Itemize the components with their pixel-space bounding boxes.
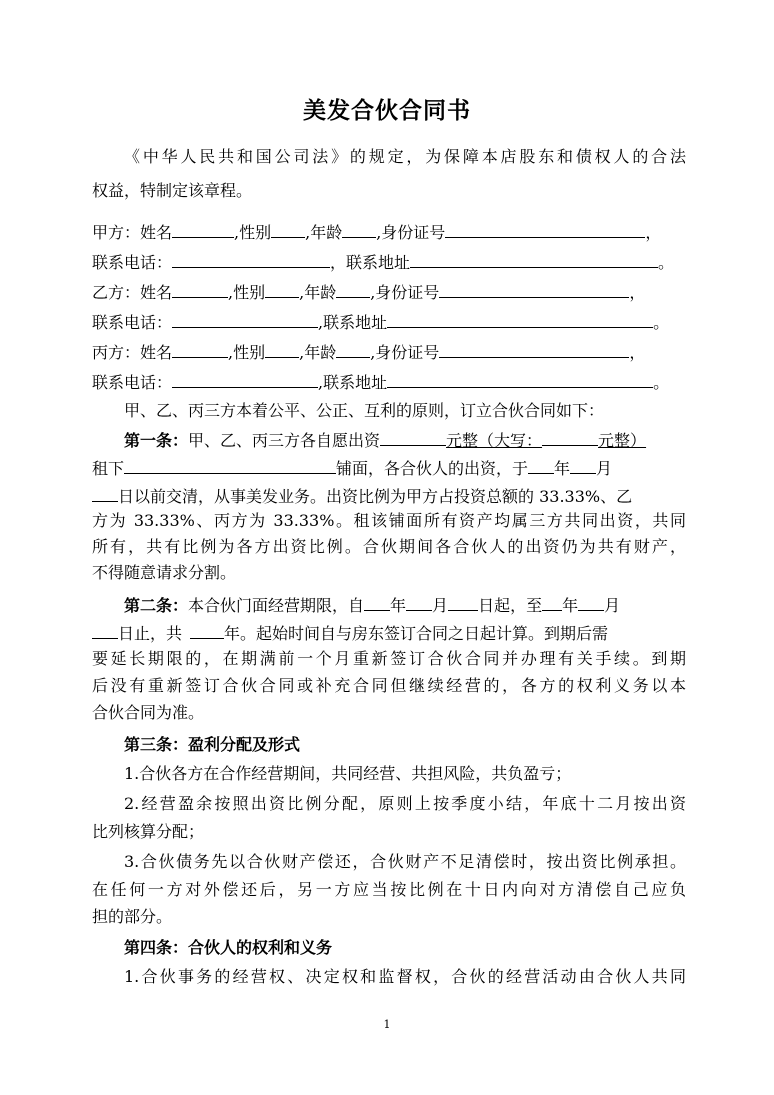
party-b-info: [92, 280, 692, 304]
article-2-line-1: [124, 593, 724, 617]
text: 甲、乙、丙三方各自愿出资: [188, 431, 381, 450]
gender-label: ,性别: [228, 343, 266, 362]
article-1-line-4: 方为 33.33%、丙方为 33.33%。租该铺面所有资产均属三方共同出资，共同: [92, 511, 686, 530]
party-c-contact: [92, 370, 692, 394]
text: 月: [596, 459, 613, 478]
age-blank: [342, 220, 376, 238]
party-a-contact: [92, 250, 692, 274]
preamble: 甲、乙、丙三方本着公平、公正、互利的原则，订立合伙合同如下：: [124, 401, 605, 420]
end-month-blank: [578, 593, 604, 611]
party-c-role: 丙方：: [92, 343, 141, 362]
id-label: ,身份证号: [370, 343, 440, 362]
document-title: 美发合伙合同书: [303, 98, 471, 124]
year-blank: [528, 456, 554, 474]
address-blank: [410, 250, 658, 268]
article-3-item-3-line-2: 在任何一方对外偿还后，另一方应当按比例在十日内向对方清偿自己应负: [92, 880, 686, 899]
amount-uppercase-blank: [542, 428, 598, 446]
month-blank: [570, 456, 596, 474]
age-label: ,年龄: [299, 343, 337, 362]
amount-blank: [380, 428, 446, 446]
gender-blank: [271, 220, 305, 238]
party-a-role: 甲方：: [92, 223, 141, 242]
article-4-item-1: 1.合伙事务的经营权、决定权和监督权，合伙的经营活动由合伙人共同: [124, 967, 686, 986]
article-1-line-2: [92, 456, 692, 480]
start-month-blank: [406, 593, 432, 611]
article-2-line-2: [92, 621, 692, 645]
text: 年: [562, 596, 579, 615]
text: 月: [432, 596, 449, 615]
text: 铺面，各合伙人的出资，于: [336, 459, 529, 478]
party-c-info: [92, 340, 692, 364]
id-blank: [439, 340, 629, 358]
phone-blank: [172, 310, 318, 328]
line-end: 。: [653, 313, 670, 332]
term-years-blank: [190, 621, 224, 639]
article-3-item-1: 1.合伙各方在合作经营期间，共同经营、共担风险，共负盈亏；: [124, 764, 572, 783]
article-3-item-3-line-1: 3.合伙债务先以合伙财产偿还，合伙财产不足清偿时，按出资比例承担。: [124, 852, 686, 871]
line-end: ，: [629, 343, 646, 362]
address-label: ,联系地址: [318, 373, 388, 392]
line-end: 。: [653, 373, 670, 392]
party-a-info: [92, 220, 692, 244]
intro-line-2: 权益，特制定该章程。: [92, 181, 253, 200]
article-3-item-2-line-2: 比列核算分配；: [92, 822, 205, 841]
address-blank: [387, 310, 653, 328]
phone-label: 联系电话：: [92, 253, 173, 272]
day-blank: [92, 484, 118, 502]
text: 月: [604, 596, 621, 615]
address-label: ，联系地址: [330, 253, 411, 272]
intro-line-1: 《中华人民共和国公司法》的规定，为保障本店股东和债权人的合法: [124, 147, 686, 166]
article-3-heading: 第三条：盈利分配及形式: [124, 735, 301, 754]
line-end: ，: [645, 223, 662, 242]
age-label: ,年龄: [299, 283, 337, 302]
article-1-heading: 第一条：: [124, 431, 189, 450]
text: 日以前交清，从事美发业务。出资比例为甲方占投资总额的 33.33%、乙: [118, 487, 633, 506]
id-blank: [439, 280, 629, 298]
text: 元整）: [598, 431, 647, 450]
name-blank: [172, 340, 228, 358]
party-b-role: 乙方：: [92, 283, 141, 302]
age-blank: [336, 340, 370, 358]
text: 年: [554, 459, 571, 478]
end-year-blank: [542, 593, 562, 611]
gender-label: ,性别: [234, 223, 272, 242]
article-4-heading: 第四条：合伙人的权利和义务: [124, 938, 333, 957]
start-day-blank: [448, 593, 478, 611]
article-3-item-2-line-1: 2.经营盈余按照出资比例分配，原则上按季度小结，年底十二月按出资: [124, 794, 686, 813]
age-label: ,年龄: [305, 223, 343, 242]
id-label: ,身份证号: [376, 223, 446, 242]
phone-label: 联系电话：: [92, 373, 173, 392]
article-2-line-4: 后没有重新签订合伙合同或补充合同但继续经营的，各方的权利义务以本: [92, 676, 686, 695]
id-blank: [445, 220, 645, 238]
name-blank: [172, 220, 234, 238]
page-number: 1: [383, 1018, 391, 1031]
article-2-line-3: 要延长期限的，在期满前一个月重新签订合伙合同并办理有关手续。到期: [92, 649, 686, 668]
text: 租下: [92, 459, 125, 478]
address-blank: [387, 370, 653, 388]
id-label: ,身份证号: [370, 283, 440, 302]
article-2-line-5: 合伙合同为准。: [92, 703, 205, 722]
article-1-line-5: 所有，共有比例为各方出资比例。合伙期间各合伙人的出资仍为共有财产，: [92, 537, 686, 556]
name-label: 姓名: [140, 223, 173, 242]
line-end: 。: [658, 253, 675, 272]
name-blank: [172, 280, 228, 298]
phone-blank: [172, 370, 318, 388]
article-3-item-3-line-3: 担的部分。: [92, 907, 173, 926]
article-1-line-3: [92, 484, 692, 508]
name-label: 姓名: [140, 283, 173, 302]
text: 日起，至: [478, 596, 543, 615]
name-label: 姓名: [140, 343, 173, 362]
gender-blank: [265, 340, 299, 358]
gender-blank: [265, 280, 299, 298]
text: 年。起始时间自与房东签订合同之日起计算。到期后需: [224, 624, 609, 643]
line-end: ，: [629, 283, 646, 302]
text: 本合伙门面经营期限，自: [188, 596, 365, 615]
article-1-line-6: 不得随意请求分割。: [92, 563, 237, 582]
article-2-heading: 第二条：: [124, 596, 189, 615]
gender-label: ,性别: [228, 283, 266, 302]
text: 元整（大写：: [446, 431, 543, 450]
end-day-blank: [92, 621, 118, 639]
article-1-line-1: [124, 428, 724, 452]
party-b-contact: [92, 310, 692, 334]
age-blank: [336, 280, 370, 298]
start-year-blank: [364, 593, 390, 611]
phone-blank: [172, 250, 330, 268]
text: 日止，共: [118, 624, 183, 643]
address-label: ,联系地址: [318, 313, 388, 332]
phone-label: 联系电话：: [92, 313, 173, 332]
text: 年: [390, 596, 407, 615]
shop-address-blank: [124, 456, 336, 474]
